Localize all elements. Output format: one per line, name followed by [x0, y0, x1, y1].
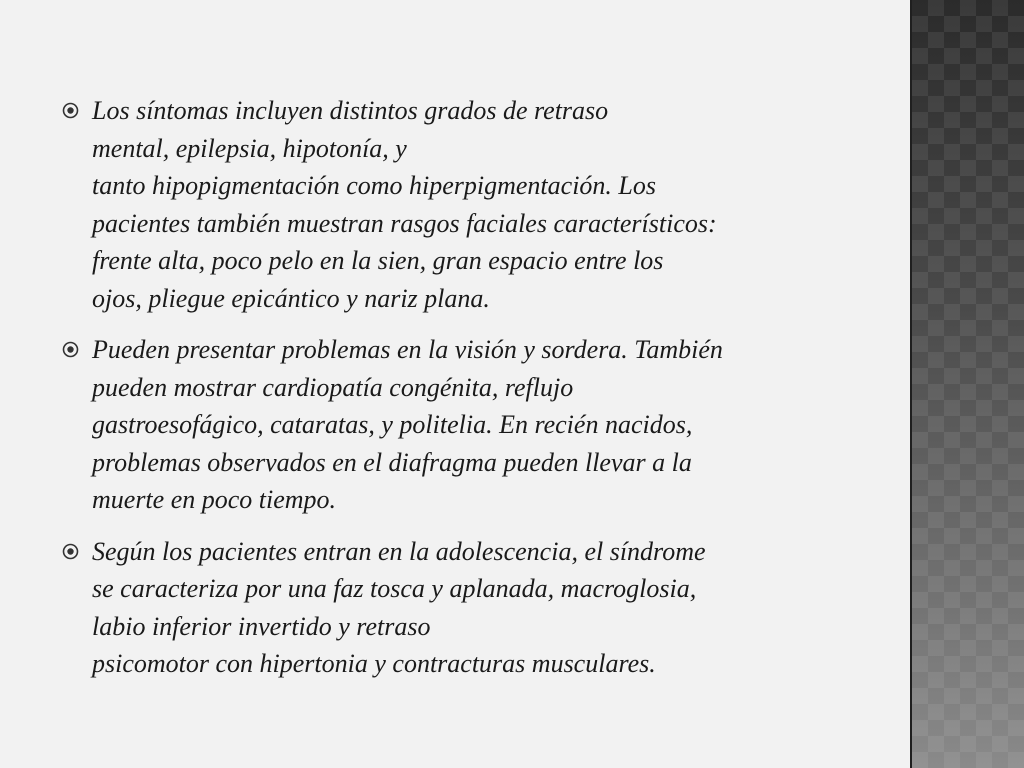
bullet-line: tanto hipopigmentación como hiperpigmentación. Los: [92, 171, 657, 200]
decorative-side-panel: [912, 0, 1024, 768]
bullet-item-1: [60, 92, 890, 317]
bullet-line: gastroesofágico, cataratas, y politelia. En recién nacidos,: [92, 410, 693, 439]
bullet-line: pacientes también muestran rasgos faciales característicos:: [92, 208, 717, 238]
bullet-text: [92, 92, 890, 317]
bullet-item-2: [60, 331, 890, 519]
bullet-line: labio inferior invertido y retraso: [92, 611, 431, 641]
bullet-line: frente alta, poco pelo en la sien, gran espacio entre los: [92, 246, 664, 275]
bullet-line: muerte en poco tiempo.: [92, 485, 337, 514]
bullet-line: ojos, pliegue epicántico y nariz plana.: [92, 283, 490, 313]
bullet-line: Según los pacientes entran en la adolescencia, el síndrome: [92, 536, 706, 566]
bullet-line: mental, epilepsia, hipotonía, y: [92, 133, 407, 163]
bullet-line: se caracteriza por una faz tosca y aplanada, macroglosia,: [92, 574, 697, 603]
circled-dot-bullet-icon: [62, 102, 79, 119]
bullet-line: Pueden presentar problemas en la visión y sordera. También: [92, 335, 723, 364]
bullet-line: pueden mostrar cardiopatía congénita, reflujo: [92, 372, 574, 402]
circled-dot-bullet-icon: [62, 341, 79, 358]
bullet-item-3: [60, 533, 890, 683]
bullet-line: problemas observados en el diafragma pueden llevar a la: [92, 447, 692, 477]
circled-dot-bullet-icon: [62, 543, 79, 560]
bullet-text: [92, 533, 890, 683]
bullet-line: psicomotor con hipertonia y contracturas musculares.: [92, 649, 656, 678]
bullet-line: Los síntomas incluyen distintos grados de retraso: [92, 96, 609, 125]
bullet-text: [92, 331, 890, 519]
bullet-list: [60, 92, 890, 697]
